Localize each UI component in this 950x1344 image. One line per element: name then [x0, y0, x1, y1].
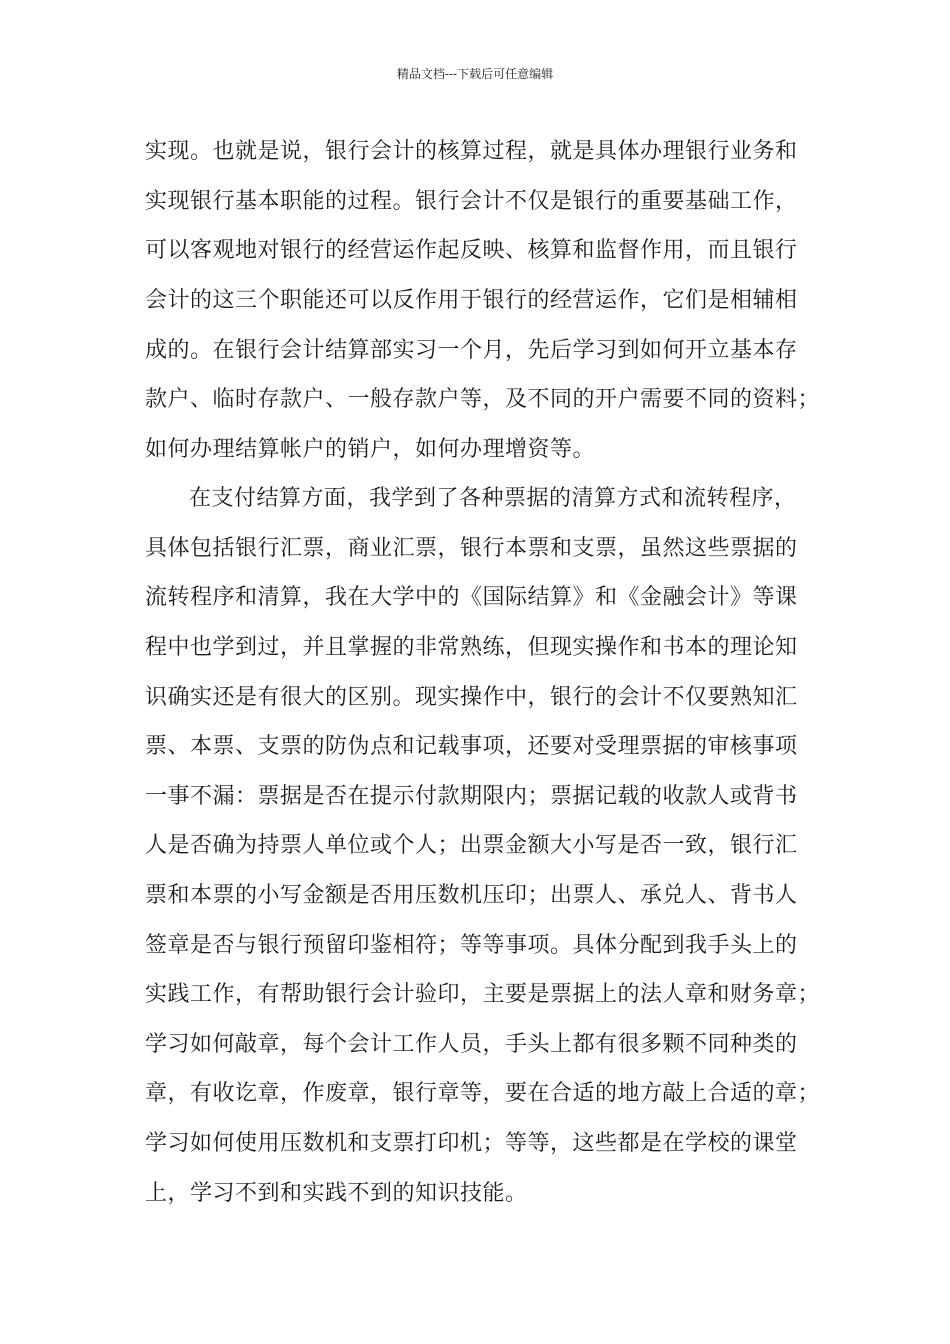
paragraph-2-line-13: 章，有收讫章，作废章，银行章等，要在合适的地方敲上合适的章； [145, 1081, 821, 1106]
paragraph-2-line-11: 实践工作，有帮助银行会计验印，主要是票据上的法人章和财务章； [145, 982, 821, 1007]
paragraph-2-line-10: 签章是否与银行预留印鉴相符；等等事项。具体分配到我手头上的 [145, 933, 798, 958]
page-header: 精品文档---下载后可任意编辑 [396, 67, 554, 81]
paragraph-1-line-1: 实现。也就是说，银行会计的核算过程，就是具体办理银行业务和 [145, 139, 798, 164]
paragraph-2-line-3: 流转程序和清算，我在大学中的《国际结算》和《金融会计》等课 [145, 585, 798, 610]
paragraph-2-line-12: 学习如何敲章，每个会计工作人员，手头上都有很多颗不同种类的 [145, 1032, 798, 1057]
paragraph-2-line-5: 识确实还是有很大的区别。现实操作中，银行的会计不仅要熟知汇 [145, 685, 798, 710]
paragraph-2-line-14: 学习如何使用压数机和支票打印机；等等，这些都是在学校的课堂 [145, 1131, 798, 1156]
paragraph-1-line-3: 可以客观地对银行的经营运作起反映、核算和监督作用，而且银行 [145, 238, 798, 263]
paragraph-1-line-7: 如何办理结算帐户的销户，如何办理增资等。 [145, 437, 596, 462]
paragraph-2-line-8: 人是否确为持票人单位或个人；出票金额大小写是否一致，银行汇 [145, 833, 798, 858]
paragraph-2-line-9: 票和本票的小写金额是否用压数机压印；出票人、承兑人、背书人 [145, 883, 798, 908]
paragraph-2-line-6: 票、本票、支票的防伪点和记载事项，还要对受理票据的审核事项 [145, 734, 798, 759]
paragraph-1-line-6: 款户、临时存款户、一般存款户等，及不同的开户需要不同的资料； [145, 387, 821, 412]
paragraph-2-line-4: 程中也学到过，并且掌握的非常熟练，但现实操作和书本的理论知 [145, 635, 798, 660]
paragraph-2-line-1: 在支付结算方面，我学到了各种票据的清算方式和流转程序， [189, 486, 797, 511]
paragraph-1-line-5: 成的。在银行会计结算部实习一个月，先后学习到如何开立基本存 [145, 338, 798, 363]
paragraph-1-line-4: 会计的这三个职能还可以反作用于银行的经营运作，它们是相辅相 [145, 288, 798, 313]
paragraph-2-line-7: 一事不漏：票据是否在提示付款期限内；票据记载的收款人或背书 [145, 784, 798, 809]
paragraph-2-line-15: 上，学习不到和实践不到的知识技能。 [145, 1181, 528, 1206]
paragraph-1-line-2: 实现银行基本职能的过程。银行会计不仅是银行的重要基础工作， [145, 189, 798, 214]
paragraph-2-line-2: 具体包括银行汇票，商业汇票，银行本票和支票，虽然这些票据的 [145, 536, 798, 561]
